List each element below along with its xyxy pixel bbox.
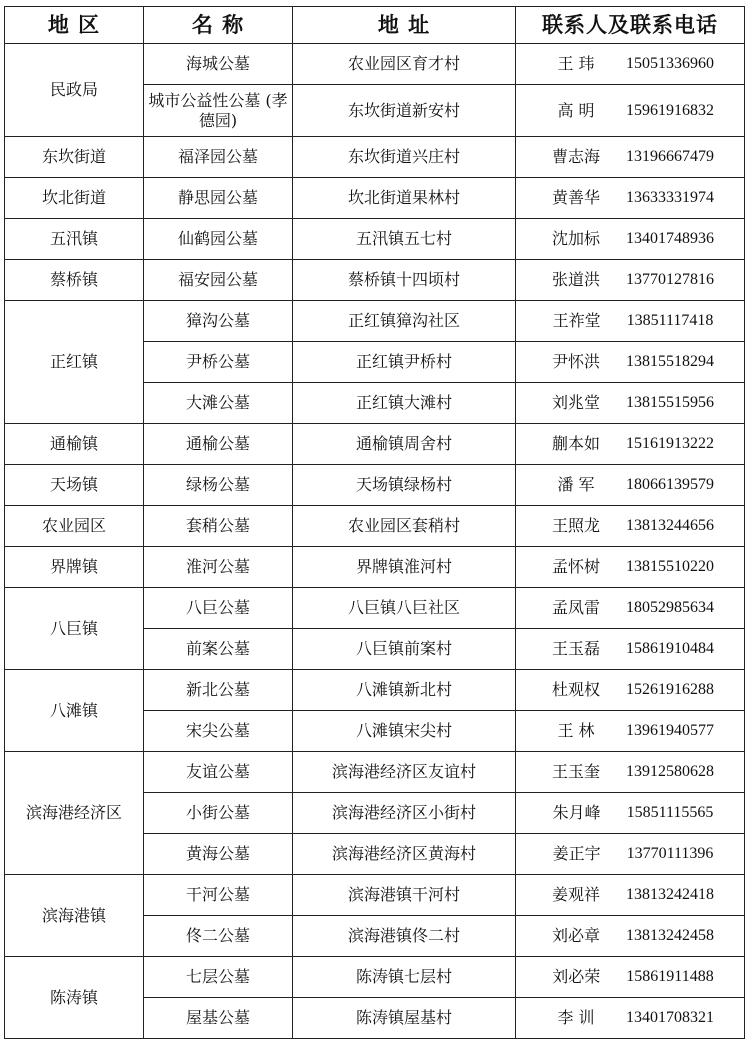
- contact-person: 杜观权: [551, 680, 600, 699]
- header-name: 名 称: [144, 7, 293, 44]
- contact-person: 张道洪: [551, 270, 600, 289]
- contact-person: 黄善华: [551, 188, 600, 207]
- contact-wrapper: [516, 101, 744, 121]
- address-cell: 八滩镇宋尖村: [293, 711, 516, 752]
- contact-phone: 13633331974: [626, 189, 714, 206]
- address-cell: 蔡桥镇十四顷村: [293, 260, 516, 301]
- contact-phone: 15861911488: [626, 968, 714, 985]
- contact-phone: 15851115565: [626, 804, 714, 821]
- address-cell: 陈涛镇屋基村: [293, 998, 516, 1039]
- contact-phone: 13401708321: [626, 1009, 714, 1026]
- address-cell: 陈涛镇七层村: [293, 957, 516, 998]
- contact-wrapper: [516, 393, 744, 413]
- contact-person: 潘 军: [557, 475, 595, 494]
- contact-cell: [516, 834, 745, 875]
- contact-person: 姜观祥: [551, 885, 600, 904]
- header-region: 地 区: [5, 7, 144, 44]
- table-row: [5, 137, 745, 178]
- table-body: [5, 44, 745, 1039]
- table-row: [5, 424, 745, 465]
- table-row: [5, 465, 745, 506]
- contact-phone: 13815515956: [626, 394, 714, 411]
- address-cell: 滨海港镇干河村: [293, 875, 516, 916]
- table-row: [5, 301, 745, 342]
- contact-cell: [516, 219, 745, 260]
- contact-phone: 13813242458: [626, 927, 714, 944]
- contact-phone: 13912580628: [626, 763, 714, 780]
- contact-wrapper: [516, 844, 744, 864]
- address-cell: 东坎街道兴庄村: [293, 137, 516, 178]
- cemetery-name-cell: 尹桥公墓: [144, 342, 293, 383]
- contact-wrapper: [516, 926, 744, 946]
- contact-person: 刘必章: [551, 926, 600, 945]
- cemetery-name-cell: 福泽园公墓: [144, 137, 293, 178]
- contact-person: 李 训: [557, 1008, 595, 1027]
- contact-cell: [516, 629, 745, 670]
- table-row: [5, 260, 745, 301]
- contact-person: 王照龙: [551, 516, 600, 535]
- region-cell: 坎北街道: [5, 178, 144, 219]
- contact-person: 尹怀洪: [551, 352, 600, 371]
- address-cell: 正红镇尹桥村: [293, 342, 516, 383]
- contact-cell: [516, 506, 745, 547]
- region-cell: 五汛镇: [5, 219, 144, 260]
- table-row: [5, 588, 745, 629]
- region-cell: 东坎街道: [5, 137, 144, 178]
- contact-cell: [516, 711, 745, 752]
- contact-person: 孟凤雷: [551, 598, 600, 617]
- address-cell: 滨海港经济区小街村: [293, 793, 516, 834]
- contact-phone: 15051336960: [626, 55, 714, 72]
- contact-phone: 13401748936: [626, 230, 714, 247]
- contact-person: 王 林: [557, 721, 595, 740]
- contact-person: 孟怀树: [551, 557, 600, 576]
- table-row: [5, 957, 745, 998]
- contact-phone: 13851117418: [626, 312, 714, 329]
- contact-cell: [516, 957, 745, 998]
- contact-wrapper: [516, 434, 744, 454]
- contact-phone: 13813242418: [626, 886, 714, 903]
- cemetery-name-cell: 新北公墓: [144, 670, 293, 711]
- contact-cell: [516, 44, 745, 85]
- contact-cell: [516, 301, 745, 342]
- cemetery-name-cell: 友谊公墓: [144, 752, 293, 793]
- contact-person: 刘兆堂: [551, 393, 600, 412]
- cemetery-name-cell: 干河公墓: [144, 875, 293, 916]
- contact-wrapper: [516, 967, 744, 987]
- table-row: [5, 178, 745, 219]
- cemetery-name-cell: 套稍公墓: [144, 506, 293, 547]
- contact-person: 王祚堂: [552, 311, 601, 330]
- contact-phone: 18066139579: [626, 476, 714, 493]
- address-cell: 农业园区育才村: [293, 44, 516, 85]
- cemetery-name-cell: 仙鹤园公墓: [144, 219, 293, 260]
- contact-phone: 18052985634: [626, 599, 714, 616]
- table-row: [5, 670, 745, 711]
- table-row: [5, 547, 745, 588]
- table-row: [5, 752, 745, 793]
- address-cell: 八巨镇八巨社区: [293, 588, 516, 629]
- contact-wrapper: [516, 885, 744, 905]
- contact-phone: 13961940577: [626, 722, 714, 739]
- cemetery-name-cell: 通榆公墓: [144, 424, 293, 465]
- contact-cell: [516, 588, 745, 629]
- contact-wrapper: [516, 270, 744, 290]
- contact-wrapper: [516, 762, 744, 782]
- table-header-row: [5, 7, 745, 44]
- contact-wrapper: [516, 188, 744, 208]
- contact-person: 高 明: [557, 100, 595, 120]
- address-cell: 东坎街道新安村: [293, 85, 516, 137]
- cemetery-name-cell: 绿杨公墓: [144, 465, 293, 506]
- contact-person: 姜正宇: [552, 844, 601, 863]
- table-row: [5, 875, 745, 916]
- contact-cell: [516, 383, 745, 424]
- contact-cell: [516, 342, 745, 383]
- cemetery-name-cell: 城市公益性公墓 (孝德园): [144, 85, 293, 137]
- address-cell: 坎北街道果林村: [293, 178, 516, 219]
- address-cell: 滨海港镇佟二村: [293, 916, 516, 957]
- contact-cell: [516, 875, 745, 916]
- contact-wrapper: [516, 516, 744, 536]
- contact-phone: 13196667479: [626, 148, 714, 165]
- header-contact: 联系人及联系电话: [516, 7, 745, 44]
- contact-person: 蒯本如: [551, 434, 600, 453]
- contact-phone: 15861910484: [626, 640, 714, 657]
- region-cell: 天场镇: [5, 465, 144, 506]
- contact-phone: 13815518294: [626, 353, 714, 370]
- contact-person: 王 玮: [557, 54, 595, 73]
- contact-wrapper: [516, 680, 744, 700]
- region-cell: 界牌镇: [5, 547, 144, 588]
- region-cell: 民政局: [5, 44, 144, 137]
- region-cell: 滨海港镇: [5, 875, 144, 957]
- contact-cell: [516, 178, 745, 219]
- region-cell: 八滩镇: [5, 670, 144, 752]
- contact-wrapper: [516, 147, 744, 167]
- contact-cell: [516, 752, 745, 793]
- address-cell: 农业园区套稍村: [293, 506, 516, 547]
- address-cell: 界牌镇淮河村: [293, 547, 516, 588]
- contact-phone: 15261916288: [626, 681, 714, 698]
- contact-person: 曹志海: [551, 147, 600, 166]
- region-cell: 蔡桥镇: [5, 260, 144, 301]
- region-cell: 通榆镇: [5, 424, 144, 465]
- cemetery-name-cell: 屋基公墓: [144, 998, 293, 1039]
- contact-wrapper: [516, 598, 744, 618]
- contact-person: 沈加标: [551, 229, 600, 248]
- contact-wrapper: [516, 803, 744, 823]
- contact-phone: 13770111396: [626, 845, 714, 862]
- contact-phone: 15161913222: [626, 435, 714, 452]
- cemetery-contact-table: [4, 6, 745, 1039]
- cemetery-name-cell: 小街公墓: [144, 793, 293, 834]
- contact-cell: [516, 85, 745, 137]
- contact-cell: [516, 547, 745, 588]
- contact-cell: [516, 137, 745, 178]
- address-cell: 滨海港经济区黄海村: [293, 834, 516, 875]
- contact-wrapper: [516, 639, 744, 659]
- contact-wrapper: [516, 229, 744, 249]
- contact-phone: 13813244656: [626, 517, 714, 534]
- contact-cell: [516, 793, 745, 834]
- header-address: 地 址: [293, 7, 516, 44]
- address-cell: 八滩镇新北村: [293, 670, 516, 711]
- region-cell: 农业园区: [5, 506, 144, 547]
- address-cell: 正红镇大滩村: [293, 383, 516, 424]
- contact-wrapper: [516, 1008, 744, 1028]
- address-cell: 八巨镇前案村: [293, 629, 516, 670]
- address-cell: 滨海港经济区友谊村: [293, 752, 516, 793]
- cemetery-name-cell: 大滩公墓: [144, 383, 293, 424]
- contact-person: 朱月峰: [552, 803, 601, 822]
- contact-phone: 15961916832: [626, 101, 714, 119]
- contact-phone: 13815510220: [626, 558, 714, 575]
- contact-cell: [516, 916, 745, 957]
- contact-phone: 13770127816: [626, 271, 714, 288]
- cemetery-name-cell: 七层公墓: [144, 957, 293, 998]
- cemetery-name-cell: 佟二公墓: [144, 916, 293, 957]
- region-cell: 八巨镇: [5, 588, 144, 670]
- address-cell: 通榆镇周舍村: [293, 424, 516, 465]
- contact-cell: [516, 998, 745, 1039]
- cemetery-name-cell: 八巨公墓: [144, 588, 293, 629]
- contact-cell: [516, 670, 745, 711]
- cemetery-table-container: [4, 6, 744, 1039]
- region-cell: 陈涛镇: [5, 957, 144, 1039]
- contact-person: 刘必荣: [552, 967, 601, 986]
- table-row: [5, 506, 745, 547]
- contact-cell: [516, 465, 745, 506]
- address-cell: 正红镇獐沟社区: [293, 301, 516, 342]
- contact-wrapper: [516, 557, 744, 577]
- contact-person: 王玉奎: [551, 762, 600, 781]
- cemetery-name-cell: 海城公墓: [144, 44, 293, 85]
- contact-person: 王玉磊: [551, 639, 600, 658]
- table-row: [5, 44, 745, 85]
- address-cell: 天场镇绿杨村: [293, 465, 516, 506]
- table-row: [5, 219, 745, 260]
- cemetery-name-cell: 黄海公墓: [144, 834, 293, 875]
- address-cell: 五汛镇五七村: [293, 219, 516, 260]
- cemetery-name-cell: 前案公墓: [144, 629, 293, 670]
- contact-wrapper: [516, 311, 744, 331]
- cemetery-name-cell: 獐沟公墓: [144, 301, 293, 342]
- contact-wrapper: [516, 352, 744, 372]
- cemetery-name-cell: 淮河公墓: [144, 547, 293, 588]
- cemetery-name-cell: 静思园公墓: [144, 178, 293, 219]
- contact-cell: [516, 260, 745, 301]
- region-cell: 滨海港经济区: [5, 752, 144, 875]
- contact-wrapper: [516, 54, 744, 74]
- cemetery-name-cell: 宋尖公墓: [144, 711, 293, 752]
- contact-wrapper: [516, 721, 744, 741]
- contact-wrapper: [516, 475, 744, 495]
- contact-cell: [516, 424, 745, 465]
- cemetery-name-cell: 福安园公墓: [144, 260, 293, 301]
- region-cell: 正红镇: [5, 301, 144, 424]
